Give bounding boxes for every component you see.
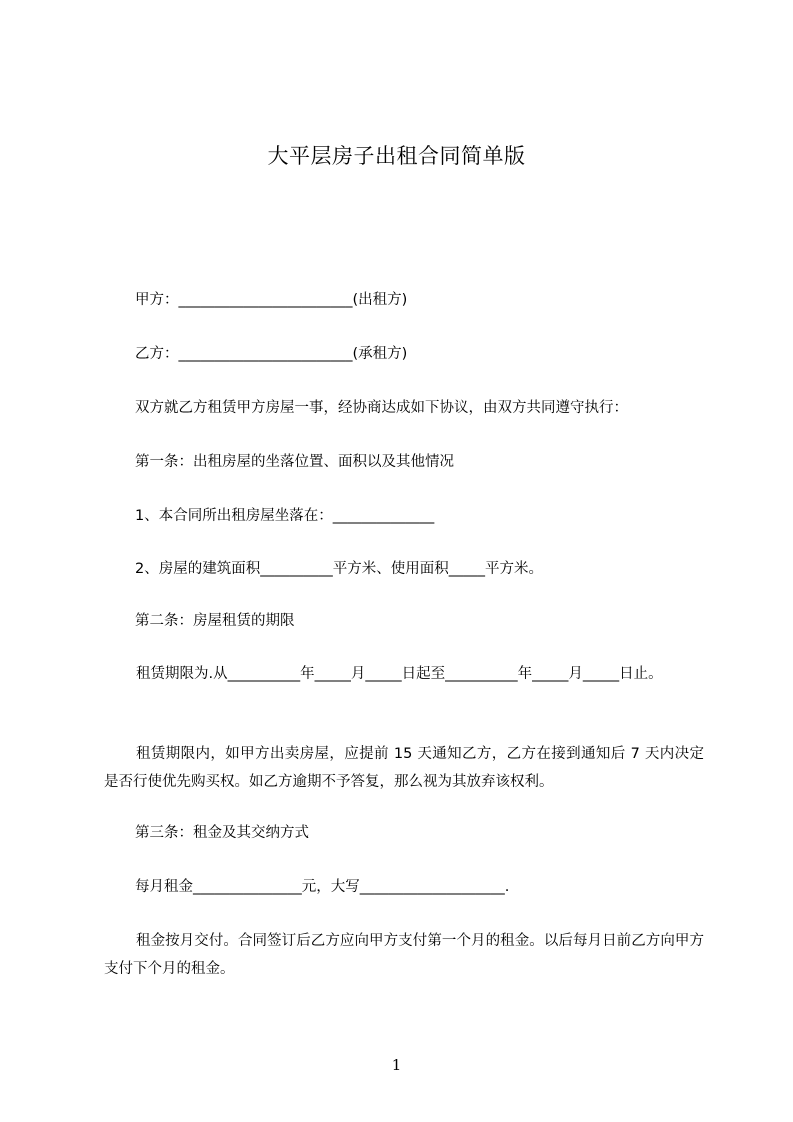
document-title: 大平层房子出租合同简单版 xyxy=(267,144,526,168)
article-1-heading: 第一条：出租房屋的坐落位置、面积以及其他情况 xyxy=(135,454,454,470)
article-3-heading: 第三条：租金及其交纳方式 xyxy=(135,825,309,841)
article-1-item-2: 2、房屋的建筑面积__________平方米、使用面积_____平方米。 xyxy=(135,561,543,577)
article-3-rent-line: 每月租金_______________元，大写____________________. xyxy=(135,879,510,895)
party-b-line: 乙方：________________________(承租方) xyxy=(135,346,408,362)
article-2-purchase-paragraph: 租赁期限内，如甲方出卖房屋，应提前 15 天通知乙方，乙方在接到通知后 7 天内决定是否行使优先购买权。如乙方逾期不予答复，那么视为其放弃该权利。 xyxy=(104,746,704,790)
article-3-payment-paragraph: 租金按月交付。合同签订后乙方应向甲方支付第一个月的租金。以后每月日前乙方向甲方支付下个月的租金。 xyxy=(104,933,704,977)
article-2-heading: 第二条：房屋租赁的期限 xyxy=(135,613,295,629)
article-2-term-paragraph: 租赁期限为.从__________年_____月_____日起至__________年_____月_____日止。 xyxy=(136,666,663,682)
party-a-line: 甲方：________________________(出租方) xyxy=(135,292,408,308)
page-number: 1 xyxy=(391,1056,402,1074)
article-1-item-1: 1、本合同所出租房屋坐落在：______________ xyxy=(135,508,435,524)
intro-paragraph: 双方就乙方租赁甲方房屋一事，经协商达成如下协议，由双方共同遵守执行： xyxy=(135,400,628,416)
